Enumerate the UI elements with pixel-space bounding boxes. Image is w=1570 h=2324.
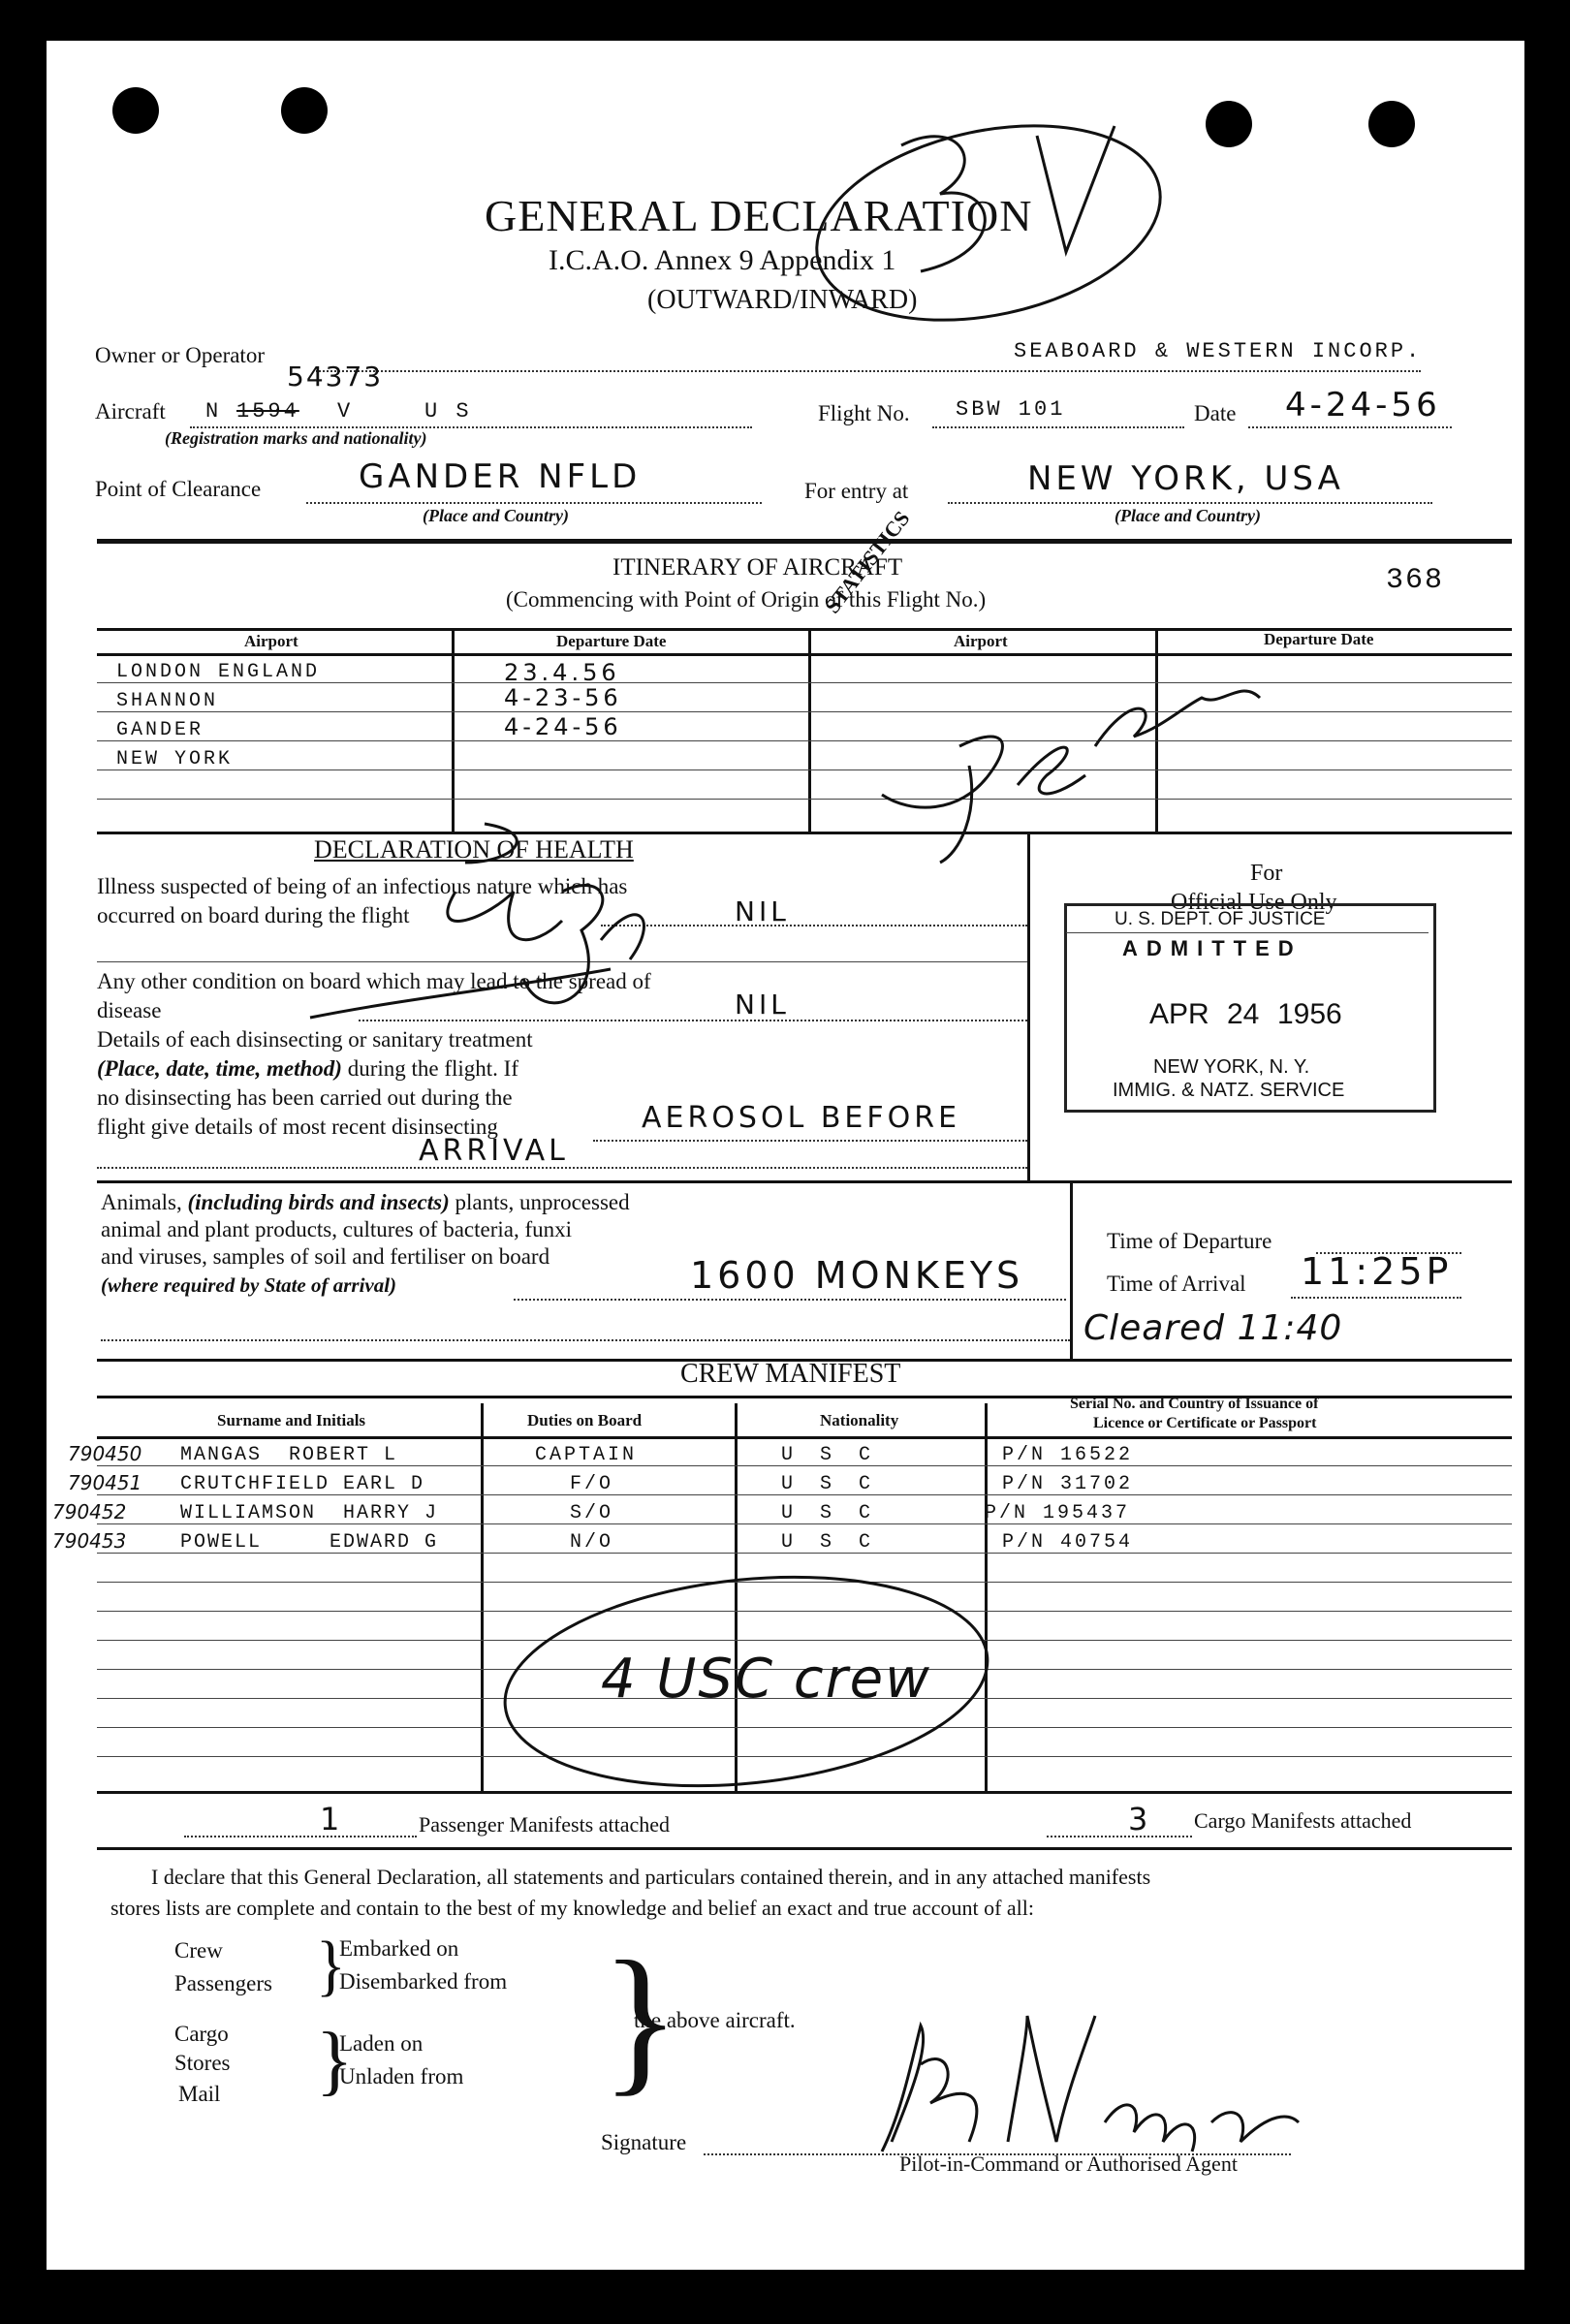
crew-row-name: POWELL EDWARD G bbox=[180, 1531, 439, 1554]
itinerary-col-departure-left: Departure Date bbox=[556, 632, 667, 650]
clearance-label: Point of Clearance bbox=[95, 477, 262, 501]
cargo-count: 3 bbox=[1128, 1801, 1152, 1837]
flight-line bbox=[932, 426, 1184, 428]
crew-row-duty: F/O bbox=[570, 1473, 614, 1495]
stamp-admitted: ADMITTED bbox=[1122, 936, 1303, 960]
punch-hole bbox=[1206, 101, 1252, 147]
pilot-signature bbox=[853, 2006, 1318, 2171]
stamp-month: APR bbox=[1149, 998, 1209, 1030]
animals-l1c: plants, unprocessed bbox=[449, 1190, 630, 1214]
animals-line4: (where required by State of arrival) bbox=[101, 1273, 397, 1297]
cargo-label: Cargo Manifests attached bbox=[1194, 1808, 1412, 1833]
health-q3-line4: flight give details of most recent disinsecting bbox=[97, 1115, 498, 1139]
owner-line bbox=[316, 370, 1421, 372]
crew-row-nationality: U S C bbox=[781, 1473, 879, 1495]
crew-row-name: CRUTCHFIELD EARL D bbox=[180, 1473, 425, 1495]
animals-value-line bbox=[514, 1299, 1066, 1301]
crew-row-name: MANGAS ROBERT L bbox=[180, 1444, 398, 1466]
decl-stores: Stores bbox=[174, 2051, 231, 2075]
crew-row-number: 790450 bbox=[68, 1442, 142, 1465]
handwritten-scribble bbox=[291, 804, 795, 1056]
crew-row-nationality: U S C bbox=[781, 1444, 879, 1466]
health-a3-line2-rule bbox=[97, 1167, 1027, 1169]
health-q3-line3: no disinsecting has been carried out during the bbox=[97, 1085, 513, 1110]
itinerary-col-airport-left: Airport bbox=[244, 632, 298, 650]
aircraft-label: Aircraft bbox=[95, 399, 166, 424]
date-label: Date bbox=[1194, 401, 1237, 425]
animals-l1a: Animals, bbox=[101, 1190, 188, 1214]
owner-value: SEABOARD & WESTERN INCORP. bbox=[1014, 339, 1423, 363]
crew-row-serial: P/N 40754 bbox=[1002, 1531, 1134, 1554]
document-page bbox=[47, 41, 1524, 2270]
flight-label: Flight No. bbox=[818, 401, 910, 425]
departure-time-label: Time of Departure bbox=[1107, 1229, 1272, 1253]
stamp-rule bbox=[1066, 932, 1429, 933]
form-subtitle: I.C.A.O. Annex 9 Appendix 1 bbox=[549, 244, 896, 276]
declaration-rule bbox=[97, 1847, 1512, 1850]
entry-label: For entry at bbox=[804, 479, 909, 503]
health-q3-method: (Place, date, time, method) bbox=[97, 1056, 342, 1081]
crew-col-rule bbox=[481, 1403, 484, 1793]
crew-col-serial-2: Licence or Certificate or Passport bbox=[1093, 1415, 1317, 1431]
passenger-count: 1 bbox=[320, 1801, 344, 1837]
health-q1-text: Illness suspected of being of an infectious nature which has occurred on board during the flight bbox=[97, 874, 628, 927]
clearance-sub-label: (Place and Country) bbox=[423, 506, 569, 525]
itinerary-col-airport-right: Airport bbox=[954, 632, 1008, 650]
crew-col-rule bbox=[97, 1436, 1512, 1439]
official-use-label: Official Use Only bbox=[1171, 890, 1337, 915]
crew-row-serial: P/N 31702 bbox=[1002, 1473, 1134, 1495]
itinerary-row-date: 23.4.56 bbox=[504, 659, 620, 686]
crew-row-duty: S/O bbox=[570, 1502, 614, 1524]
stamp-day: 24 bbox=[1227, 998, 1260, 1030]
crew-row-nationality: U S C bbox=[781, 1502, 879, 1524]
aircraft-nationality: U S bbox=[424, 399, 472, 424]
decl-cargo: Cargo bbox=[174, 2022, 229, 2046]
aircraft-reg-prefix: N bbox=[205, 399, 222, 424]
brace: } bbox=[316, 1927, 346, 2003]
cargo-count-line bbox=[1047, 1836, 1192, 1837]
health-a2: NIL bbox=[735, 989, 790, 1021]
crew-row-name: WILLIAMSON HARRY J bbox=[180, 1502, 439, 1524]
aircraft-reg-suffix: V bbox=[337, 399, 354, 424]
cleared-note: Cleared 11:40 bbox=[1083, 1308, 1343, 1348]
owner-label: Owner or Operator bbox=[95, 343, 265, 367]
declaration-line1: I declare that this General Declaration, all statements and particulars contained therein, and in any attached manifests bbox=[151, 1865, 1151, 1889]
health-bottom-rule bbox=[97, 1180, 1512, 1183]
animals-l1b: (including birds and insects) bbox=[187, 1190, 450, 1214]
decl-embarked: Embarked on bbox=[339, 1936, 459, 1961]
arrival-time-value: 11:25P bbox=[1301, 1250, 1453, 1293]
crew-row-duty: N/O bbox=[570, 1531, 614, 1554]
entry-value: NEW YORK, USA bbox=[1027, 459, 1344, 498]
stamp-dept: U. S. DEPT. OF JUSTICE bbox=[1115, 909, 1326, 929]
animals-line1 bbox=[101, 1190, 630, 1215]
health-q3-during: during the flight. If bbox=[341, 1056, 518, 1081]
passenger-label: Passenger Manifests attached bbox=[419, 1812, 671, 1837]
punch-hole bbox=[112, 87, 159, 134]
big-brace: } bbox=[601, 1928, 680, 2110]
crew-row-serial: P/N 195437 bbox=[985, 1502, 1131, 1524]
flight-value: SBW 101 bbox=[956, 397, 1066, 422]
handwritten-initials bbox=[853, 669, 1318, 872]
stamp-year: 1956 bbox=[1277, 998, 1342, 1030]
decl-crew: Crew bbox=[174, 1938, 223, 1963]
health-right-rule bbox=[1027, 833, 1030, 1182]
animals-value: 1600 MONKEYS bbox=[690, 1254, 1024, 1297]
itinerary-row-airport: GANDER bbox=[116, 719, 204, 741]
health-a3-line bbox=[593, 1140, 1027, 1142]
health-a3-line1: AEROSOL BEFORE bbox=[642, 1101, 961, 1135]
crew-row-number: 790451 bbox=[68, 1471, 142, 1494]
divider bbox=[97, 539, 1512, 544]
animals-right-rule bbox=[1070, 1180, 1073, 1361]
crew-row-number: 790453 bbox=[52, 1529, 127, 1553]
itinerary-row-date: 4-24-56 bbox=[504, 713, 622, 740]
itinerary-title: ITINERARY OF AIRCRAFT bbox=[612, 554, 903, 581]
punch-hole bbox=[1368, 101, 1415, 147]
crew-col-surname: Surname and Initials bbox=[217, 1411, 366, 1429]
form-title: GENERAL DECLARATION bbox=[485, 191, 1033, 240]
itinerary-row-airport: LONDON ENGLAND bbox=[116, 661, 321, 683]
signer-label: Pilot-in-Command or Authorised Agent bbox=[899, 2151, 1238, 2176]
entry-sub-label: (Place and Country) bbox=[1115, 506, 1261, 525]
animals-extra-line bbox=[101, 1339, 1070, 1341]
animals-line3: and viruses, samples of soil and fertiliser on board bbox=[101, 1244, 550, 1269]
aircraft-reg-handwritten: 54373 bbox=[287, 361, 384, 393]
crew-col-serial-1: Serial No. and Country of Issuance of bbox=[1070, 1396, 1319, 1412]
crew-row-number: 790452 bbox=[52, 1500, 127, 1523]
stamp-city: NEW YORK, N. Y. bbox=[1153, 1056, 1310, 1078]
health-a3-line2: ARRIVAL bbox=[419, 1134, 569, 1168]
itinerary-row-date: 4-23-56 bbox=[504, 684, 622, 711]
handwritten-circle-mark bbox=[795, 107, 1182, 339]
date-value: 4-24-56 bbox=[1285, 386, 1441, 424]
itinerary-row-airport: SHANNON bbox=[116, 690, 219, 712]
itinerary-subtitle: (Commencing with Point of Origin of this Flight No.) bbox=[506, 587, 987, 612]
decl-passengers: Passengers bbox=[174, 1971, 272, 1995]
brace: } bbox=[316, 2018, 354, 2103]
itinerary-number: 368 bbox=[1386, 564, 1445, 597]
decl-laden: Laden on bbox=[339, 2031, 424, 2056]
crew-row-nationality: U S C bbox=[781, 1531, 879, 1554]
statistics-stamp: STATISTICS bbox=[820, 506, 915, 618]
itinerary-col-rule bbox=[452, 630, 455, 833]
clearance-value: GANDER NFLD bbox=[359, 457, 642, 496]
health-q3-line1: Details of each disinsecting or sanitary treatment bbox=[97, 1027, 533, 1052]
health-a1: NIL bbox=[735, 895, 790, 927]
health-q2-text: Any other condition on board which may lead to the spread of disease bbox=[97, 969, 651, 1022]
crew-col-duties: Duties on Board bbox=[527, 1411, 643, 1429]
aircraft-sub-label: (Registration marks and nationality) bbox=[165, 428, 427, 448]
arrival-time-label: Time of Arrival bbox=[1107, 1272, 1246, 1296]
form-direction: (OUTWARD/INWARD) bbox=[647, 285, 918, 315]
itinerary-col-departure-right: Departure Date bbox=[1264, 630, 1374, 648]
decl-unladen: Unladen from bbox=[339, 2064, 464, 2088]
decl-above: the above aircraft. bbox=[634, 2008, 796, 2032]
itinerary-row-airport: NEW YORK bbox=[116, 748, 234, 770]
health-q3-line2 bbox=[97, 1056, 518, 1082]
decl-disembarked: Disembarked from bbox=[339, 1969, 508, 1994]
clearance-line bbox=[306, 502, 762, 504]
official-for-label: For bbox=[1250, 861, 1283, 886]
crew-row-duty: CAPTAIN bbox=[535, 1444, 638, 1466]
crew-col-nationality: Nationality bbox=[820, 1411, 899, 1429]
arrival-time-line bbox=[1291, 1297, 1461, 1299]
signature-label: Signature bbox=[601, 2130, 687, 2154]
passenger-count-line bbox=[184, 1836, 417, 1837]
crew-note: 4 USC crew bbox=[601, 1648, 931, 1711]
itinerary-col-rule bbox=[808, 630, 811, 833]
health-title: DECLARATION OF HEALTH bbox=[314, 835, 634, 864]
aircraft-reg-struck: 1594 bbox=[236, 399, 299, 424]
declaration-line2: stores lists are complete and contain to the best of my knowledge and belief an exact and true account of all: bbox=[110, 1896, 1035, 1920]
itinerary-head-rule bbox=[97, 653, 1512, 656]
crew-row-serial: P/N 16522 bbox=[1002, 1444, 1134, 1466]
punch-hole bbox=[281, 87, 328, 134]
stamp-service: IMMIG. & NATZ. SERVICE bbox=[1113, 1080, 1345, 1101]
crew-title: CREW MANIFEST bbox=[680, 1359, 901, 1389]
date-line bbox=[1248, 426, 1452, 428]
animals-line2: animal and plant products, cultures of bacteria, funxi bbox=[101, 1217, 573, 1241]
entry-line bbox=[948, 502, 1432, 504]
decl-mail: Mail bbox=[178, 2082, 221, 2106]
